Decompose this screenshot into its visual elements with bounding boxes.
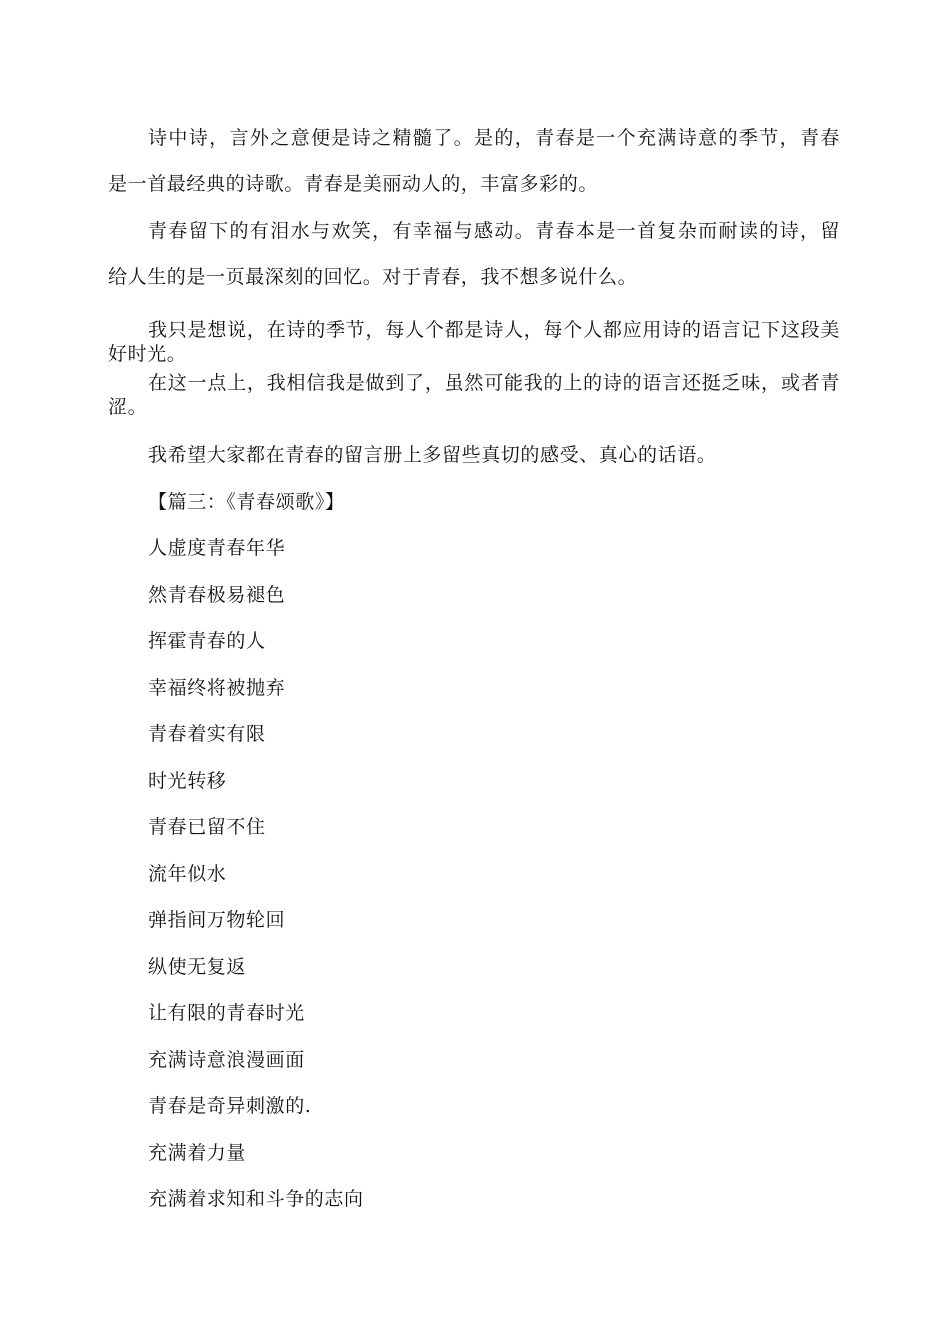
paragraph-2-line-1: 青春留下的有泪水与欢笑，有幸福与感动。青春本是一首复杂而耐读的诗，留 — [148, 220, 840, 242]
paragraph-1-line-1: 诗中诗，言外之意便是诗之精髓了。是的，青春是一个充满诗意的季节，青春 — [148, 127, 840, 149]
paragraph-4: 在这一点上，我相信我是做到了，虽然可能我的上的诗的语言还挺乏味，或者青涩。 — [108, 372, 840, 418]
poem-line: 充满着力量 — [148, 1142, 247, 1164]
poem-line: 弹指间万物轮回 — [148, 909, 286, 931]
poem-line: 充满诗意浪漫画面 — [148, 1049, 305, 1071]
poem-line: 青春是奇异刺激的. — [148, 1095, 312, 1117]
poem-line: 纵使无复返 — [148, 956, 247, 978]
section-title: 【篇三：《青春颂歌》】 — [148, 491, 345, 513]
poem-line: 流年似水 — [148, 863, 227, 885]
poem-line: 充满着求知和斗争的志向 — [148, 1188, 364, 1210]
paragraph-5: 我希望大家都在青春的留言册上多留些真切的感受、真心的话语。 — [148, 444, 717, 466]
paragraph-1-line-2: 是一首最经典的诗歌。青春是美丽动人的，丰富多彩的。 — [108, 173, 599, 195]
poem-line: 青春着实有限 — [148, 723, 266, 745]
poem-line: 时光转移 — [148, 770, 227, 792]
poem-line: 幸福终将被抛弃 — [148, 677, 286, 699]
poem-line: 人虚度青春年华 — [148, 537, 286, 559]
paragraph-2-line-2: 给人生的是一页最深刻的回忆。对于青春，我不想多说什么。 — [108, 266, 638, 288]
poem-line: 然青春极易褪色 — [148, 584, 286, 606]
poem-line: 让有限的青春时光 — [148, 1002, 305, 1024]
paragraph-3: 我只是想说，在诗的季节，每人个都是诗人，每个人都应用诗的语言记下这段美好时光。 — [108, 319, 840, 365]
poem-line: 青春已留不住 — [148, 816, 266, 838]
poem-line: 挥霍青春的人 — [148, 630, 266, 652]
